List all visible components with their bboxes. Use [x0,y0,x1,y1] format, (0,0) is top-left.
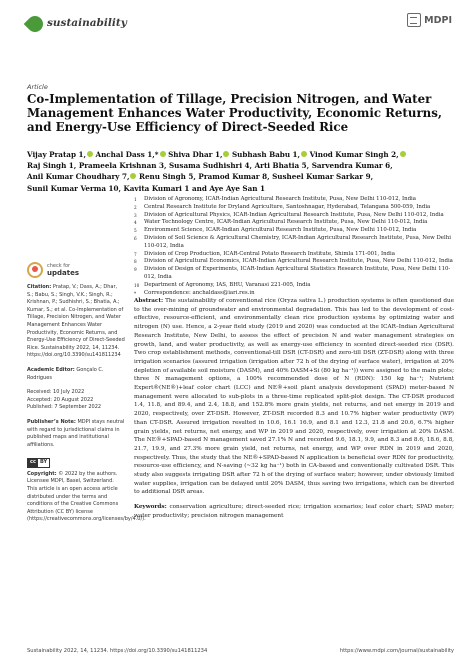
affiliation: 1 Division of Agronomy, ICAR-Indian Agricultural Research Institute, Pusa, New Delhi 110-012, India [134,196,416,202]
updates-line1: check for [47,263,71,269]
journal-name: sustainability [47,17,127,29]
publisher-logo[interactable] [407,13,452,27]
affiliation-list [134,196,454,297]
publisher-mark-icon [407,13,421,27]
publisher-note-block [27,419,125,449]
author[interactable]: Kavita Kumari 1 [123,183,190,193]
abstract-text: The sustainability of conventional rice (Oryza sativa L.) production systems is often questioned due to the over-mining of groundwater and environmental degradation. This has led to the development of cost-effective, resource-efficient, and environmentally clean rice production systems by optimizing water and nitrogen (N) use. Hence, a 2-year field study (2019 and 2020) was conducted at the ICAR–Indian Agricultural Research Institute, New Delhi, to assess the effect of precision N and water management strategies on growth, land, and water productivity, as well as energy-use efficiency in scented direct-seeded rice (DSR). Two crop establishment methods, conventional-till DSR (CT-DSR) and zero-till DSR (ZT-DSR) along with three irrigation scenarios (assured irrigation (irrigation after 72 h of the drying of surface water), irrigation at 20% depletion of available soil moisture (DASM), and 40% DASM+Si (80 kg ha⁻¹)) were assigned to the main plots; three N management options, a 100% recommended dose of N (RDN): 150 kg ha⁻¹; Nutrient Expert®(NE®)+leaf color chart (LCC) and NE®+soil plant analysis development (SPAD) meter-based N management were allocated to sub-plots in a three-time replicated split-plot design. The CT-DSR produced 1.4, 11.8, and 89.4, and 2.4, 18.8, and 152.8% more grain yields, net returns, and net energy in 2019 and 2020, respectively, over ZT-DSR. However, ZT-DSR recorded 8.3 and 10.7% higher water productivity (WP) than CT-DSR. Assured irrigation resulted in 10.6, 16.1 16.9, and 8.1 and 12.3, 21.8 and 20.6, 6.7% higher grain yields, net returns, net energy, and WP in 2019 and 2020, respectively, over irrigation at 20% DASM. The NE®+SPAD-based N management saved 27.1% N and recorded 9.6, 18.1, 9.9, and 8.3 and 8.6, 18.6, 8.8, 21.7, 19.9, and 27.3% more grain yield, net returns, net energy, and WP over RDN in 2019 and 2020, respectively. Thus, the study that the NE®+SPAD-based N application is beneficial over RDN for productivity, resource-use efficiency, and N-saving (~32 kg ha⁻¹) both in CA-based and conventionally cultivated DSR. This study also suggests irrigating DSR after 72 h of the drying of surface water; however, under obviously limited water supplies, irrigation can be delayed until 20% DASM, thus saving two irrigations, which can be diverted to additional DSR areas. [134,298,455,496]
publisher-note-text: MDPI stays neutral with regard to jurisdictional claims in published maps and institutional affiliations. [27,418,125,448]
dates-block [27,389,125,412]
abstract-label: Abstract: [134,298,164,304]
article-sidebar [27,262,146,531]
editor-label: Academic Editor: [27,366,75,373]
copyright-label: Copyright: [27,470,57,477]
article-type: Article [27,83,48,91]
paper-title: Co-Implementation of Tillage, Precision Nitrogen, and Water Management Enhances Water Productivity, Economic Returns, and Energy-Use Efficiency of Direct-Seeded Rice [27,92,442,134]
author[interactable]: Raj Singh 1, [27,161,77,171]
affiliation: 5 Environment Science, ICAR-Indian Agricultural Research Institute, Pusa, New Delhi 110-012, India [134,227,417,234]
updates-line2: updates [47,269,79,277]
orcid-icon[interactable] [400,151,406,157]
updates-icon [27,262,43,278]
affiliation: 8 Division of Agricultural Economics, ICAR-Indian Agricultural Research Institute, Pusa, New Delhi 110-012, India [134,258,453,265]
affiliation: 2 Central Research Institute for Dryland Agriculture, Santoshnagar, Hyderabad, Telangana 500-059, India [134,203,431,210]
orcid-icon[interactable] [160,151,166,157]
author[interactable]: Pramod Kumar 8, [198,172,270,182]
abstract [134,297,454,497]
editor-name: Gonçalo C. Rodrigues [27,366,104,381]
author[interactable]: Vinod Kumar Singh 2, [310,150,406,159]
accepted-date: Accepted: 20 August 2022 [27,396,94,403]
author[interactable]: Sarvendra Kumar 6, [311,161,393,171]
check-for-updates-badge[interactable] [27,262,125,278]
journal-link[interactable]: https://www.mdpi.com/journal/sustainability [339,648,454,654]
author[interactable]: Prameela Krishnan 3, [78,161,167,171]
author[interactable]: Anil Kumar Choudhary 7, [27,172,136,181]
cc-icon: cc [30,459,36,466]
affiliation: 9 Division of Design of Experiments, ICAR-Indian Agricultural Statistics Research Institute, Pusa, New Delhi 110-012, India [134,266,451,280]
correspondence[interactable]: * Correspondence: anchaldass@iari.res.in [134,289,255,296]
citation-text: Pratap, V.; Dass, A.; Dhar, S.; Babu, S.; Singh, V.K.; Singh, R.; Krishnan, P.; Sudhishri, S.; Bhatia, A.; Kumar, S.; et al. Co-Implementation of Tillage, Precision Nitrogen, and Water Management Enhances Water Productivity, Economic Returns, and Energy-Use Efficiency of Direct-Seeded Rice. Sustainability 2022, 14, 11234. https://doi.org/10.3390/su141811234 [27,284,125,359]
author[interactable]: and Aye Aye San 1 [191,183,265,193]
published-date: Published: 7 September 2022 [27,404,102,411]
affiliation: 4 Water Technology Centre, ICAR-Indian Agricultural Research Institute, Pusa, New Delhi 110-012, India [134,219,428,226]
citation-label: Citation: [27,284,52,290]
citation-block [27,284,125,360]
affiliation: 6 Division of Soil Science & Agricultural Chemistry, ICAR-Indian Agricultural Research Institute, Pusa, New Delhi 110-012, India [134,234,451,249]
journal-logo[interactable] [27,13,127,35]
author[interactable]: Renu Singh 5, [139,172,196,182]
author[interactable]: Susheel Kumar Sarkar 9, [272,172,374,182]
keywords [134,503,454,520]
page-header [0,0,474,72]
orcid-icon[interactable] [87,151,93,157]
author[interactable]: Sunil Kumar Verma 10, [27,183,122,193]
keywords-text: conservation agriculture; direct-seeded rice; irrigation scenarios; leaf color chart; SPAD meter; water productivity; precision nitrogen management [134,504,454,519]
doi-link[interactable]: Sustainability 2022, 14, 11234. https://doi.org/10.3390/su141811234 [27,648,208,654]
orcid-icon[interactable] [301,151,307,157]
academic-editor-block [27,367,125,382]
author[interactable]: Shiva Dhar 1, [168,150,229,159]
publisher-note-label: Publisher’s Note: [27,418,76,425]
cc-by-license-badge[interactable] [27,458,50,468]
copyright-block [27,470,146,524]
affiliation: 3 Division of Agricultural Physics, ICAR-Indian Agricultural Research Institute, Pusa, New Delhi 110-012, India [134,211,444,218]
received-date: Received: 10 July 2022 [27,389,85,396]
copyright-text: © 2022 by the authors. Licensee MDPI, Basel, Switzerland. This article is an open access article distributed under the terms and conditions of the Creative Commons Attribution (CC BY) license (https://creativecommons.org/licenses/by/4.0/). [27,470,146,523]
orcid-icon[interactable] [130,173,136,179]
keywords-label: Keywords: [134,504,167,511]
author[interactable]: Subhash Babu 1, [232,150,307,159]
orcid-icon[interactable] [223,151,229,157]
main-text [134,297,454,527]
by-icon: BY [39,459,48,466]
author[interactable]: Susama Sudhishri 4, [168,161,253,171]
leaf-icon [24,13,47,36]
publisher-name: MDPI [424,14,452,26]
author-list [27,149,457,194]
page-footer [27,648,454,654]
author[interactable]: Arti Bhatia 5, [254,161,310,171]
affiliation: 10 Department of Agronomy, IAS, BHU, Varanasi 221-005, India [134,281,311,288]
affiliation: 7 Division of Crop Production, ICAR-Central Potato Research Institute, Shimla 171-001, India [134,250,395,257]
author[interactable]: Anchal Dass 1,* [96,150,166,159]
author[interactable]: Vijay Pratap 1, [27,150,93,159]
